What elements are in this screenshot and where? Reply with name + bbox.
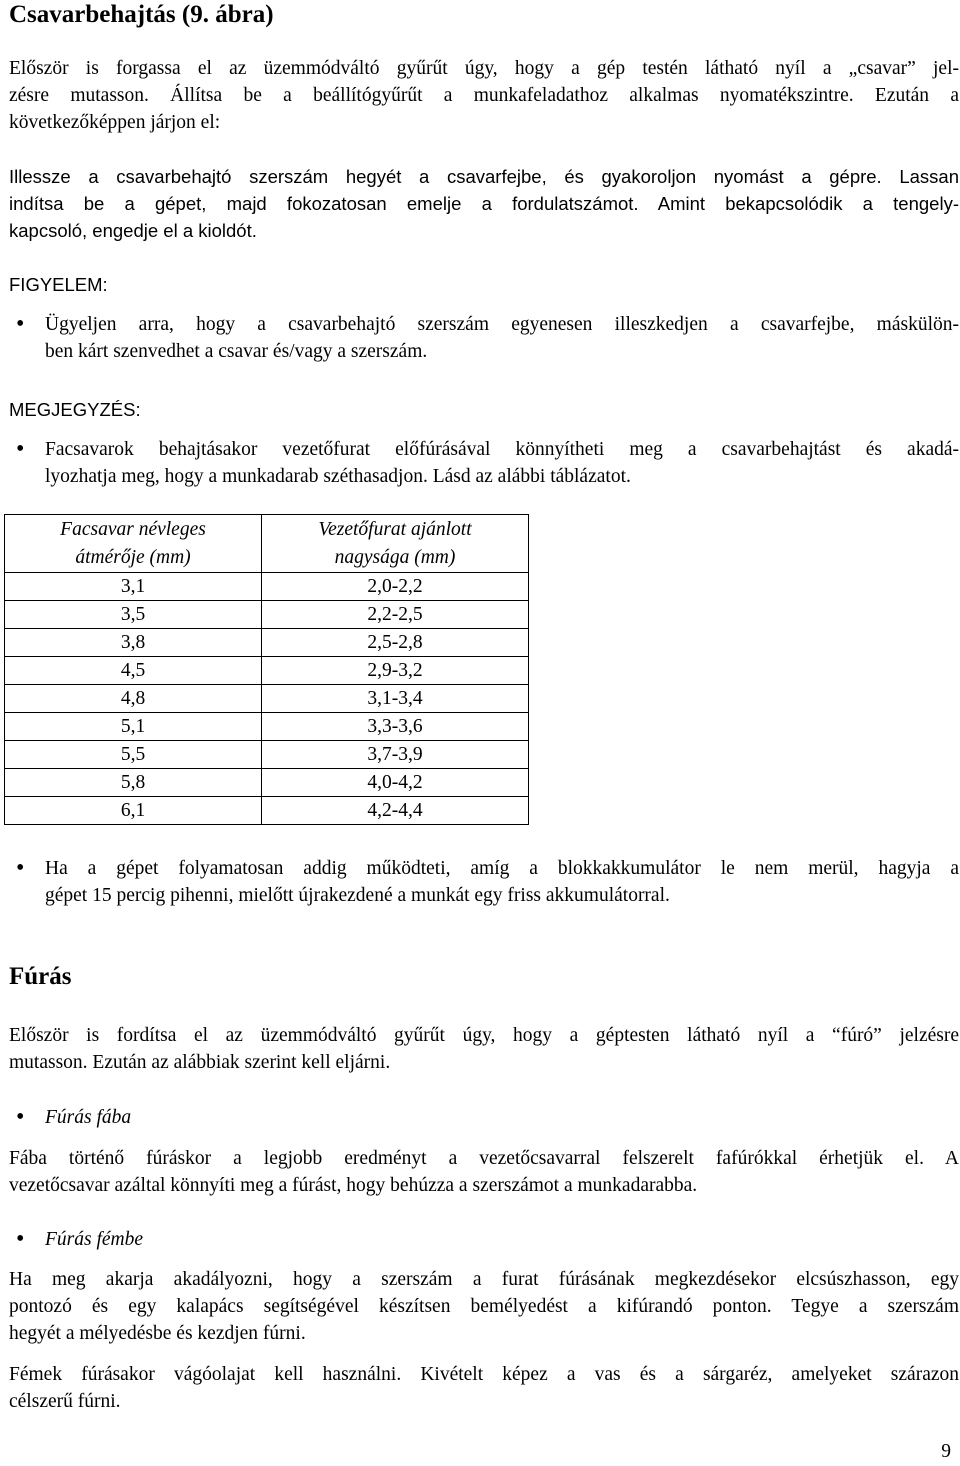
table-header-row <box>5 515 529 573</box>
section-heading-screwdriving: Csavarbehajtás (9. ábra) <box>9 1 274 28</box>
text-line: vezetőcsavar azáltal könnyíti meg a fúrást, hogy behúzza a szerszámot a munkadarabba. <box>9 1175 698 1196</box>
warning-label: FIGYELEM: <box>9 274 108 295</box>
cell-pilot-hole: 2,9-3,2 <box>262 657 529 685</box>
table-row <box>5 797 529 825</box>
cell-screw-diameter: 4,5 <box>5 657 262 685</box>
bullet: • <box>16 1104 25 1130</box>
metal-oil-paragraph <box>9 1361 959 1415</box>
cell-pilot-hole: 2,5-2,8 <box>262 629 529 657</box>
drilling-intro <box>9 1022 959 1076</box>
text-line: Fémek fúrásakor vágóolajat kell használni. Kivételt képez a vas és a sárgaréz, amelyeket szárazon <box>9 1364 959 1385</box>
table-row <box>5 741 529 769</box>
table-row <box>5 713 529 741</box>
cell-screw-diameter: 6,1 <box>5 797 262 825</box>
bullet: • <box>16 1226 25 1252</box>
text-line: pontozó és egy kalapács segítségével készítsen bemélyedést a kifúrandó ponton. Tegye a szerszám <box>9 1296 959 1317</box>
cell-pilot-hole: 2,0-2,2 <box>262 573 529 601</box>
cell-screw-diameter: 3,1 <box>5 573 262 601</box>
text-line: kapcsoló, engedje el a kioldót. <box>9 220 257 241</box>
page-number: 9 <box>941 1441 951 1462</box>
bullet: • <box>16 311 25 337</box>
note-text <box>45 436 959 490</box>
text-line: hegyét a mélyedésbe és kezdjen fúrni. <box>9 1323 306 1344</box>
text-line: Először is fordítsa el az üzemmódváltó gyűrűt úgy, hogy a géptesten látható nyíl a “fúró” jelzésre <box>9 1025 959 1046</box>
cell-pilot-hole: 3,3-3,6 <box>262 713 529 741</box>
text-line: következőképpen járjon el: <box>9 112 221 133</box>
table-row <box>5 769 529 797</box>
text-line: Fába történő fúráskor a legjobb eredményt a vezetőcsavarral felszerelt fafúrókkal érhetjük el. A <box>9 1148 959 1169</box>
text-line: Ügyeljen arra, hogy a csavarbehajtó szerszám egyenesen illeszkedjen a csavarfejbe, máskülön- <box>45 314 959 335</box>
note-label: MEGJEGYZÉS: <box>9 399 141 420</box>
header-line: Vezetőfurat ajánlott <box>318 518 472 540</box>
text-line: Ha meg akarja akadályozni, hogy a szerszám a furat fúrásának megkezdésekor elcsúszhasson, egy <box>9 1269 959 1290</box>
cell-screw-diameter: 5,5 <box>5 741 262 769</box>
table-row <box>5 629 529 657</box>
bullet: • <box>16 436 25 462</box>
header-line: átmérője (mm) <box>75 546 191 568</box>
table-row <box>5 657 529 685</box>
cell-pilot-hole: 4,0-4,2 <box>262 769 529 797</box>
procedure-paragraph <box>9 163 959 244</box>
battery-note <box>45 855 959 909</box>
bullet: • <box>16 855 25 881</box>
text-line: zésre mutasson. Állítsa be a beállítógyűrűt a munkafeladathoz alkalmas nyomatékszintre. Ezután a <box>9 85 959 106</box>
text-line: Illessze a csavarbehajtó szerszám hegyét a csavarfejbe, és gyakoroljon nyomást a gépre. Lassan <box>9 166 959 187</box>
subheading-wood: Fúrás fába <box>45 1107 132 1128</box>
table-row <box>5 573 529 601</box>
column-header-screw-diameter <box>5 515 262 573</box>
table-row <box>5 685 529 713</box>
text-line: célszerű fúrni. <box>9 1391 121 1412</box>
cell-pilot-hole: 3,1-3,4 <box>262 685 529 713</box>
text-line: lyozhatja meg, hogy a munkadarab széthasadjon. Lásd az alábbi táblázatot. <box>45 466 631 487</box>
text-line: gépet 15 percig pihenni, mielőtt újrakezdené a munkát egy friss akkumulátorral. <box>45 885 670 906</box>
header-line: Facsavar névleges <box>60 518 206 540</box>
table-row <box>5 601 529 629</box>
cell-pilot-hole: 2,2-2,5 <box>262 601 529 629</box>
intro-paragraph <box>9 55 959 136</box>
text-line: ben kárt szenvedhet a csavar és/vagy a szerszám. <box>45 341 428 362</box>
cell-screw-diameter: 5,1 <box>5 713 262 741</box>
text-line: Facsavarok behajtásakor vezetőfurat előfúrásával könnyítheti meg a csavarbehajtást és akadá- <box>45 439 959 460</box>
cell-pilot-hole: 4,2-4,4 <box>262 797 529 825</box>
text-line: Ha a gépet folyamatosan addig működteti, amíg a blokkakkumulátor le nem merül, hagyja a <box>45 858 959 879</box>
cell-screw-diameter: 4,8 <box>5 685 262 713</box>
header-line: nagysága (mm) <box>334 546 456 568</box>
cell-screw-diameter: 3,5 <box>5 601 262 629</box>
cell-screw-diameter: 5,8 <box>5 769 262 797</box>
text-line: Először is forgassa el az üzemmódváltó gyűrűt úgy, hogy a gép testén látható nyíl a „csavar” jel- <box>9 58 959 79</box>
pilot-hole-table <box>4 514 529 825</box>
text-line: mutasson. Ezután az alábbiak szerint kell eljárni. <box>9 1052 391 1073</box>
warning-text <box>45 311 959 365</box>
cell-pilot-hole: 3,7-3,9 <box>262 741 529 769</box>
subheading-metal: Fúrás fémbe <box>45 1229 144 1250</box>
wood-paragraph <box>9 1145 959 1199</box>
cell-screw-diameter: 3,8 <box>5 629 262 657</box>
text-line: indítsa be a gépet, majd fokozatosan emelje a fordulatszámot. Amint bekapcsolódik a tengely- <box>9 193 959 214</box>
column-header-pilot-hole <box>262 515 529 573</box>
metal-paragraph <box>9 1266 959 1347</box>
section-heading-drilling: Fúrás <box>9 963 72 990</box>
